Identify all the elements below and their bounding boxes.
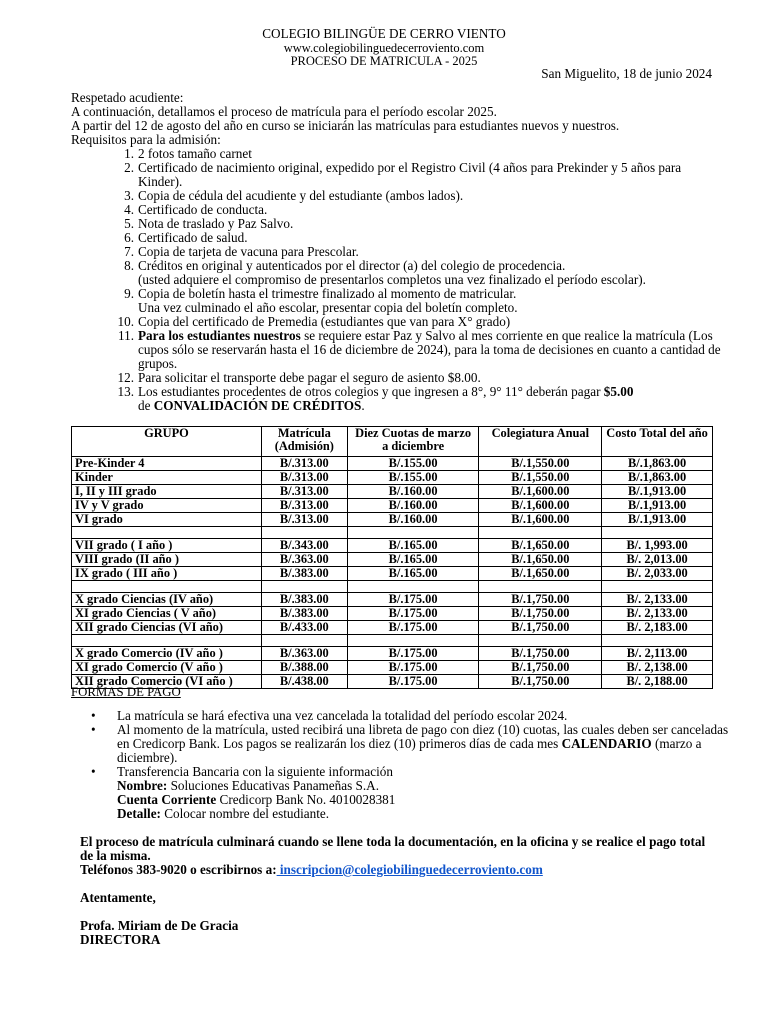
cell-grupo: IX grado ( III año ) (72, 567, 262, 581)
cell-colegiatura: B/.1,650.00 (479, 553, 602, 567)
cell-grupo: I, II y III grado (72, 485, 262, 499)
cell-matricula: B/.313.00 (261, 499, 347, 513)
signer-name: Profa. Miriam de De Gracia (80, 918, 239, 933)
cell-total: B/. 1,993.00 (602, 539, 713, 553)
cell-colegiatura: B/.1,650.00 (479, 539, 602, 553)
cell-colegiatura: B/.1,750.00 (479, 593, 602, 607)
cell-cuotas: B/.160.00 (347, 485, 479, 499)
cell-cuotas: B/.175.00 (347, 593, 479, 607)
cell-grupo: XII grado Comercio (VI año ) (72, 675, 262, 689)
letter-date: San Miguelito, 18 de junio 2024 (541, 66, 712, 81)
intro-line: A partir del 12 de agosto del año en curso se iniciarán las matrículas para estudiantes nuevos y nuestros. (71, 118, 620, 133)
list-item: 11. Para los estudiantes nuestros se requiere estar Paz y Salvo al mes corriente en que realice la matrícula (Los cupos sólo se reservarán hasta el 16 de diciembre de 2024), para la toma de decisiones en cuanto a cantidad de grupos. (118, 328, 721, 371)
school-name: COLEGIO BILINGÜE DE CERRO VIENTO (262, 26, 506, 41)
cell-grupo (72, 581, 262, 593)
cell-grupo (72, 635, 262, 647)
cell-colegiatura: B/.1,750.00 (479, 621, 602, 635)
cell-matricula (261, 527, 347, 539)
cell-matricula: B/.363.00 (261, 647, 347, 661)
cell-grupo: Kinder (72, 471, 262, 485)
requirements-heading: Requisitos para la admisión: (71, 132, 221, 147)
cell-total: B/. 2,133.00 (602, 593, 713, 607)
list-item: 6. Certificado de salud. (124, 230, 248, 245)
cell-matricula (261, 581, 347, 593)
list-item: 9. Copia de boletín hasta el trimestre finalizado al momento de matricular. Una vez culminado el año escolar, presentar copia del boletín completo. (124, 286, 518, 315)
process-title: PROCESO DE MATRICULA - 2025 (290, 54, 478, 68)
bullet-icon: • (91, 708, 96, 723)
list-item: • Transferencia Bancaria con la siguiente información Nombre: Soluciones Educativas Panameñas S.A. Cuenta Corriente Credicorp Bank No. 4010028381 Detalle: Colocar nombre del estudiante. (91, 765, 731, 821)
cell-matricula: B/.313.00 (261, 457, 347, 471)
cell-total: B/. 2,033.00 (602, 567, 713, 581)
cell-colegiatura (479, 527, 602, 539)
cell-matricula (261, 635, 347, 647)
cell-colegiatura (479, 635, 602, 647)
cell-cuotas (347, 635, 479, 647)
list-item: 1. 2 fotos tamaño carnet (124, 146, 252, 161)
table-row (72, 581, 713, 593)
list-item: 12. Para solicitar el transporte debe pagar el seguro de asiento $8.00. (117, 370, 481, 385)
payment-title: FORMAS DE PAGO (71, 685, 181, 699)
list-item: 2. Certificado de nacimiento original, expedido por el Registro Civil (4 años para Prekinder y 5 años para Kinder). (124, 160, 682, 189)
header-matricula: Matrícula (Admisión) (261, 427, 347, 457)
cell-colegiatura: B/.1,750.00 (479, 675, 602, 689)
cell-cuotas: B/.165.00 (347, 567, 479, 581)
cell-total: B/. 2,013.00 (602, 553, 713, 567)
cell-grupo: X grado Ciencias (IV año) (72, 593, 262, 607)
cell-total: B/. 2,133.00 (602, 607, 713, 621)
cell-cuotas: B/.175.00 (347, 621, 479, 635)
cell-colegiatura: B/.1,650.00 (479, 567, 602, 581)
cell-colegiatura: B/.1,600.00 (479, 485, 602, 499)
cell-total: B/. 2,138.00 (602, 661, 713, 675)
list-item: • Al momento de la matrícula, usted recibirá una libreta de pago con diez (10) cuotas, las cuales deben ser canceladas en Credicorp Bank. Los pagos se realizarán los diez (10) primeros días de cada mes CALENDARIO (marzo a diciembre). (91, 722, 729, 765)
intro-line: A continuación, detallamos el proceso de matrícula para el período escolar 2025. (71, 104, 497, 119)
cell-total (602, 635, 713, 647)
cell-matricula: B/.313.00 (261, 485, 347, 499)
cell-matricula: B/.313.00 (261, 471, 347, 485)
cell-colegiatura: B/.1,550.00 (479, 471, 602, 485)
list-item: • La matrícula se hará efectiva una vez cancelada la totalidad del período escolar 2024. (91, 708, 568, 723)
table-row (72, 647, 713, 661)
list-item: 5. Nota de traslado y Paz Salvo. (124, 216, 294, 231)
cell-colegiatura: B/.1,550.00 (479, 457, 602, 471)
cell-total (602, 581, 713, 593)
cell-colegiatura: B/.1,750.00 (479, 661, 602, 675)
cell-cuotas: B/.175.00 (347, 647, 479, 661)
cell-matricula: B/.313.00 (261, 513, 347, 527)
table-header-row (72, 427, 713, 457)
cell-colegiatura: B/.1,600.00 (479, 513, 602, 527)
table-row (72, 635, 713, 647)
table-row (72, 553, 713, 567)
cell-total: B/.1,913.00 (602, 485, 713, 499)
list-item: 8. Créditos en original y autenticados por el director (a) del colegio de procedencia. (usted adquiere el compromiso de presentarlos completos una vez finalizado el período escolar). (124, 258, 646, 287)
cell-total: B/.1,863.00 (602, 471, 713, 485)
table-row (72, 527, 713, 539)
table-row (72, 457, 713, 471)
table-row (72, 539, 713, 553)
list-item: 10. Copia del certificado de Premedia (estudiantes que van para X° grado) (117, 314, 511, 329)
cell-matricula: B/.343.00 (261, 539, 347, 553)
cell-cuotas (347, 581, 479, 593)
cell-matricula: B/.433.00 (261, 621, 347, 635)
fees-table (71, 426, 713, 689)
cell-cuotas: B/.165.00 (347, 553, 479, 567)
bank-cuenta: Cuenta Corriente Credicorp Bank No. 4010028381 (117, 792, 396, 807)
header-cuotas: Diez Cuotas de marzo a diciembre (347, 427, 479, 457)
cell-matricula: B/.383.00 (261, 607, 347, 621)
table-row (72, 485, 713, 499)
cell-grupo (72, 527, 262, 539)
cell-matricula: B/.438.00 (261, 675, 347, 689)
cell-total: B/. 2,183.00 (602, 621, 713, 635)
closing-block (80, 835, 720, 877)
cell-total: B/. 2,188.00 (602, 675, 713, 689)
header-colegiatura: Colegiatura Anual (479, 427, 602, 457)
cell-grupo: XI grado Ciencias ( V año) (72, 607, 262, 621)
school-website: www.colegiobilinguedecerroviento.com (283, 41, 485, 55)
cell-grupo: X grado Comercio (IV año ) (72, 647, 262, 661)
cell-cuotas: B/.155.00 (347, 471, 479, 485)
contact-line: Teléfonos 383-9020 o escribirnos a: inscripcion@colegiobilinguedecerroviento.com (80, 862, 543, 877)
cell-grupo: VI grado (72, 513, 262, 527)
list-item: 7. Copia de tarjeta de vacuna para Prescolar. (124, 244, 359, 259)
cell-cuotas: B/.175.00 (347, 607, 479, 621)
cell-total: B/.1,863.00 (602, 457, 713, 471)
cell-cuotas (347, 527, 479, 539)
cell-matricula: B/.383.00 (261, 567, 347, 581)
table-row (72, 499, 713, 513)
cell-grupo: XI grado Comercio (V año ) (72, 661, 262, 675)
bank-nombre: Nombre: Soluciones Educativas Panameñas S.A. (117, 778, 379, 793)
table-row (72, 567, 713, 581)
table-row (72, 661, 713, 675)
cell-matricula: B/.383.00 (261, 593, 347, 607)
cell-cuotas: B/.155.00 (347, 457, 479, 471)
closing-statement: El proceso de matrícula culminará cuando se llene toda la documentación, en la oficina y se realice el pago total de la misma. (80, 834, 706, 863)
greeting: Respetado acudiente: (71, 90, 184, 105)
cell-total (602, 527, 713, 539)
cell-matricula: B/.363.00 (261, 553, 347, 567)
list-item: 3. Copia de cédula del acudiente y del estudiante (ambos lados). (124, 188, 464, 203)
email-link[interactable]: inscripcion@colegiobilinguedecerroviento.com (276, 862, 543, 877)
table-row (72, 607, 713, 621)
bullet-icon: • (91, 764, 96, 779)
cell-colegiatura: B/.1,600.00 (479, 499, 602, 513)
cell-grupo: VII grado ( I año ) (72, 539, 262, 553)
fees-table-body (72, 457, 713, 689)
cell-cuotas: B/.175.00 (347, 661, 479, 675)
table-row (72, 593, 713, 607)
cell-cuotas: B/.175.00 (347, 675, 479, 689)
cell-cuotas: B/.160.00 (347, 513, 479, 527)
cell-colegiatura (479, 581, 602, 593)
table-row (72, 621, 713, 635)
list-item: 13. Los estudiantes procedentes de otros colegios y que ingresen a 8°, 9° 11° deberán pagar $5.00 de CONVALIDACIÓN DE CRÉDITOS. (117, 384, 634, 413)
signer-role: DIRECTORA (80, 932, 161, 947)
header-grupo: GRUPO (72, 427, 262, 457)
table-row (72, 513, 713, 527)
list-item: 4. Certificado de conducta. (124, 202, 268, 217)
payment-list (91, 709, 731, 821)
cell-grupo: Pre-Kinder 4 (72, 457, 262, 471)
cell-grupo: IV y V grado (72, 499, 262, 513)
cell-grupo: VIII grado (II año ) (72, 553, 262, 567)
regards: Atentamente, (80, 890, 156, 905)
cell-total: B/.1,913.00 (602, 499, 713, 513)
cell-total: B/. 2,113.00 (602, 647, 713, 661)
cell-total: B/.1,913.00 (602, 513, 713, 527)
cell-cuotas: B/.165.00 (347, 539, 479, 553)
header-total: Costo Total del año (602, 427, 713, 457)
cell-colegiatura: B/.1,750.00 (479, 607, 602, 621)
cell-colegiatura: B/.1,750.00 (479, 647, 602, 661)
intro-block (71, 91, 731, 147)
table-row (72, 471, 713, 485)
requirements-list (111, 147, 721, 413)
cell-cuotas: B/.160.00 (347, 499, 479, 513)
bank-detalle: Detalle: Colocar nombre del estudiante. (117, 806, 330, 821)
cell-matricula: B/.388.00 (261, 661, 347, 675)
bullet-icon: • (91, 722, 96, 737)
cell-grupo: XII grado Ciencias (VI año) (72, 621, 262, 635)
